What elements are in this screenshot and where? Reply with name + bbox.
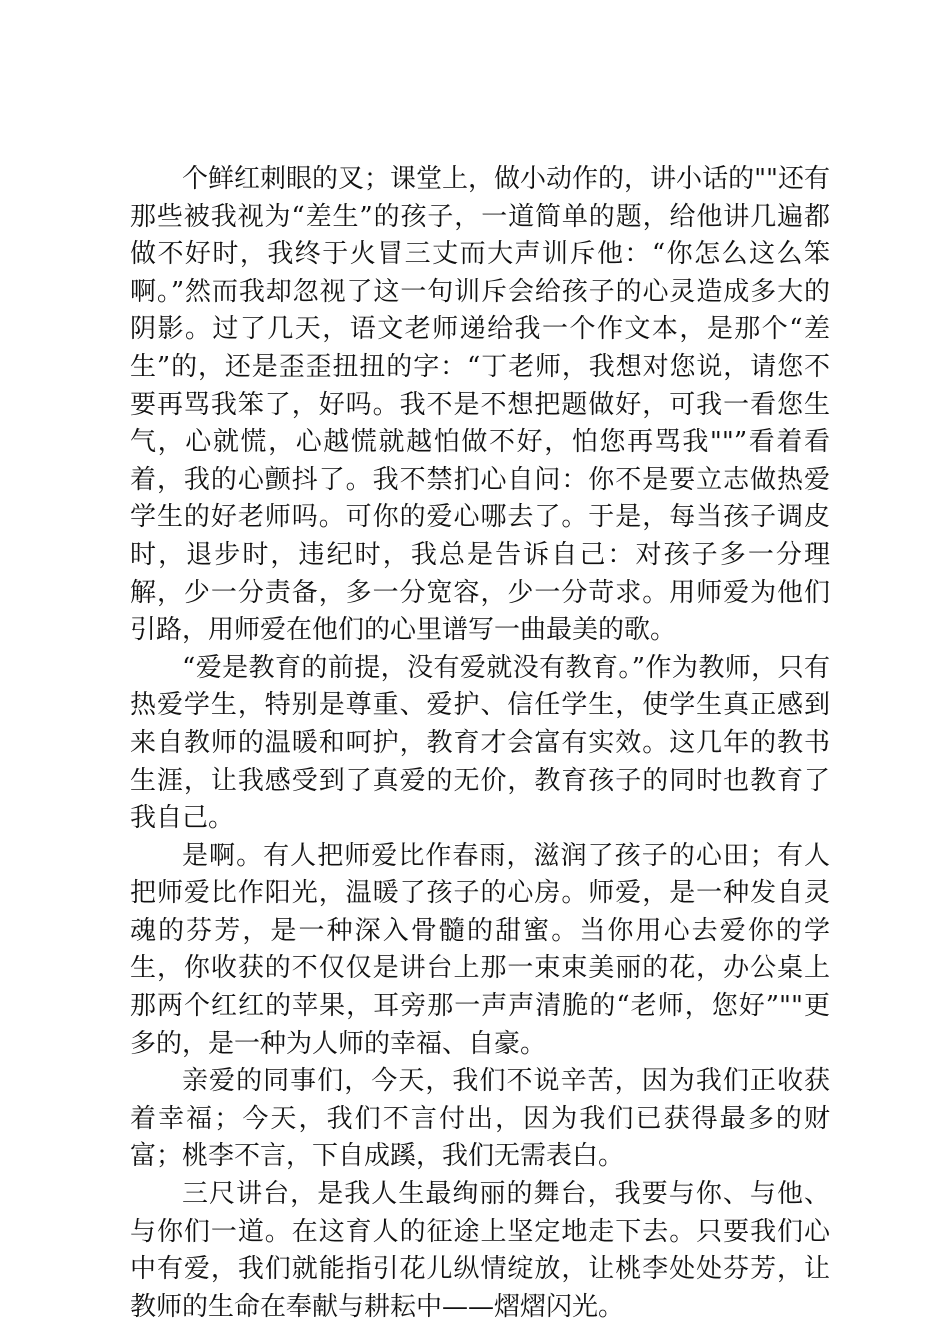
paragraph-2: “爱是教育的前提，没有爱就没有教育。”作为教师，只有热爱学生，特别是尊重、爱护、信任学生，使学生真正感到来自教师的温暖和呵护，教育才会富有实效。这几年的教书生涯，让我感受到了真爱的无价，教育孩子的同时也教育了我自己。 — [130, 652, 830, 834]
document-body — [130, 161, 830, 1326]
paragraph-4: 亲爱的同事们，今天，我们不说辛苦，因为我们正收获着幸福；今天，我们不言付出，因为我们已获得最多的财富；桃李不言，下自成蹊，我们无需表白。 — [130, 1066, 830, 1172]
paragraph-5: 三尺讲台，是我人生最绚丽的舞台，我要与你、与他、与你们一道。在这育人的征途上坚定地走下去。只要我们心中有爱，我们就能指引花儿纵情绽放，让桃李处处芬芳，让教师的生命在奉献与耕耘中——熠熠闪光。 — [130, 1179, 830, 1322]
paragraph-3: 是啊。有人把师爱比作春雨，滋润了孩子的心田；有人把师爱比作阳光，温暖了孩子的心房。师爱，是一种发自灵魂的芬芳，是一种深入骨髓的甜蜜。当你用心去爱你的学生，你收获的不仅仅是讲台上那一束束美丽的花，办公桌上那两个红红的苹果，耳旁那一声声清脆的“老师，您好”""更多的，是一种为人师的幸福、自豪。 — [130, 840, 830, 1059]
paragraph-1: 个鲜红刺眼的叉；课堂上，做小动作的，讲小话的""还有那些被我视为“差生”的孩子，一道简单的题，给他讲几遍都做不好时，我终于火冒三丈而大声训斥他：“你怎么这么笨啊。”然而我却忽视了这一句训斥会给孩子的心灵造成多大的阴影。过了几天，语文老师递给我一个作文本，是那个“差生”的，还是歪歪扭扭的字：“丁老师，我想对您说，请您不要再骂我笨了，好吗。我不是不想把题做好，可我一看您生气，心就慌，心越慌就越怕做不好，怕您再骂我""”看着看着，我的心颤抖了。我不禁扪心自问：你不是要立志做热爱学生的好老师吗。可你的爱心哪去了。于是，每当孩子调皮时，退步时，违纪时，我总是告诉自己：对孩子多一分理解，少一分责备，多一分宽容，少一分苛求。用师爱为他们引路，用师爱在他们的心里谱写一曲最美的歌。 — [130, 164, 830, 646]
